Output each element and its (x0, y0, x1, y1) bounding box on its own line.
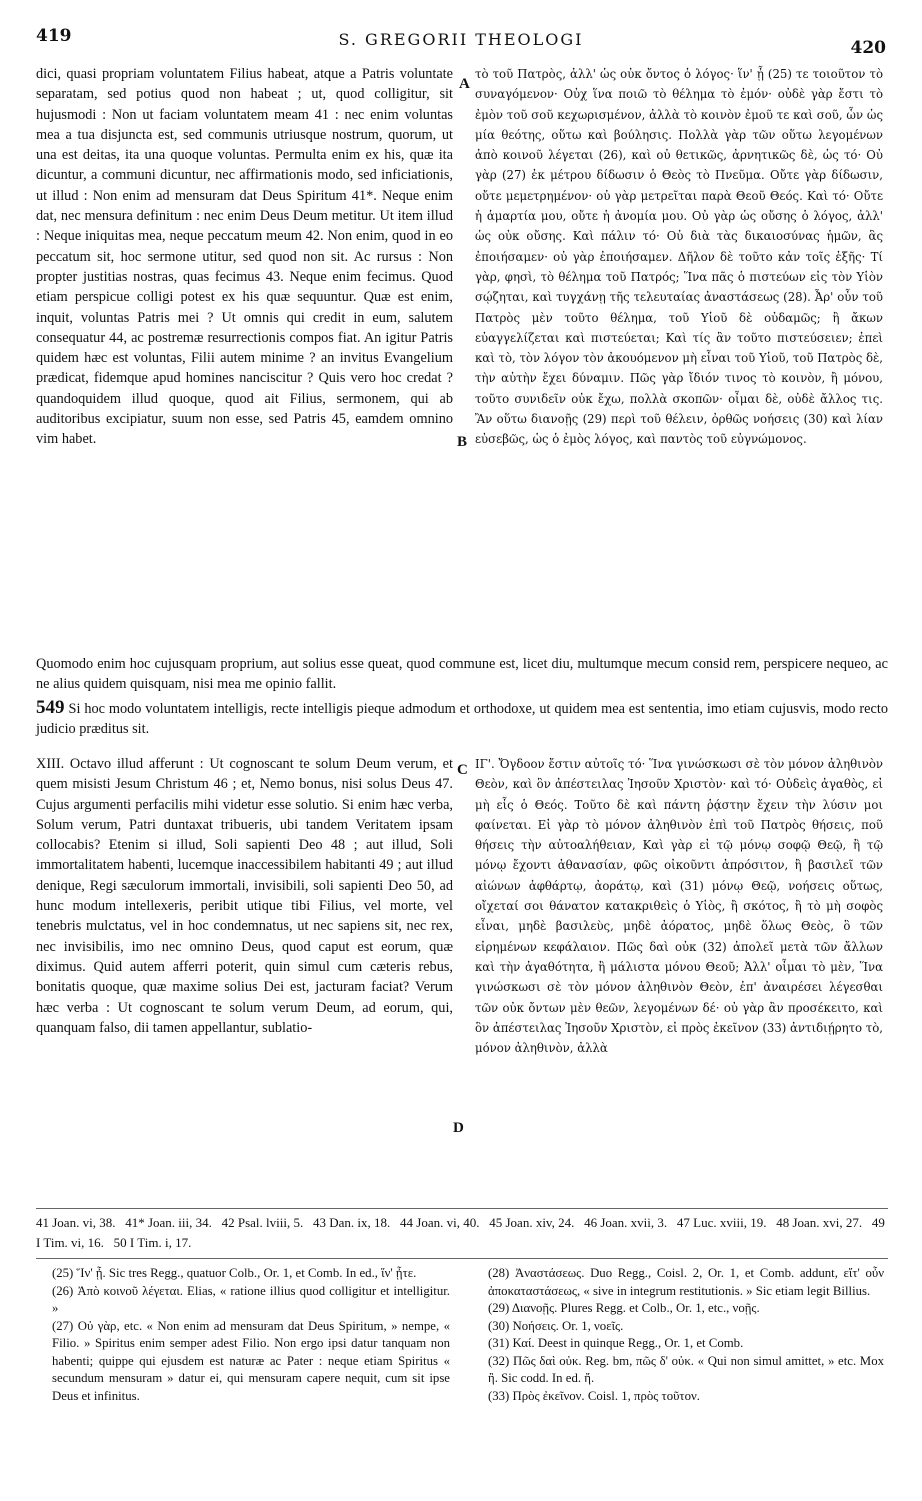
running-title: S. GREGORII THEOLOGI (338, 30, 584, 49)
critical-note: (27) Οὐ γὰρ, etc. « Non enim ad mensuram dat Deus Spiritum, » nempe, « Filio. » Spiritus enim semper adest Filio. Non ergo ipsi datur tanquam non habenti; quippe qui ejusdem est naturæ ac Pater : neque etiam Spiritus « secundum mensuram » datur ei, qui mensuram capere nequit, cum sit ipse Deus et infinitus. (52, 1318, 450, 1403)
greek-column-lower: ΙΓ'. Ὄγδοον ἔστιν αὐτοῖς τό· Ἵνα γινώσκωσι σὲ τὸν μόνον ἀληθινὸν Θεὸν, καὶ ὃν ἀπέστειλας Ἰησοῦν Χριστὸν· καὶ τό· Οὐδεὶς ἀγαθὸς, εἰ μὴ εἷς ὁ Θεός. Τοῦτο δὲ καὶ πάντη ῥᾴστην ἔχειν τὴν λύσιν μοι φαίνεται. Εἰ γὰρ τὸ μόνον ἀληθινὸν ἐπὶ τοῦ Πατρὸς θήσεις, ποῦ θήσεις τὴν αὐτοαλήθειαν, Καὶ γὰρ εἰ τῷ μόνῳ σοφῷ Θεῷ, ἢ τῷ μόνῳ ἔχοντι ἀθανασίαν, φῶς οἰκοῦντι ἀπρόσιτον, ἢ βασιλεῖ τῶν αἰώνων ἀφθάρτῳ, ἀοράτῳ, καὶ (31) μόνῳ Θεῷ, νοήσεις οὕτως, οἴχεταί σοι θάνατον κατακριθεὶς ὁ Υἱὸς, ἢ σκότος, ἢ τὸ μὴ σοφὸς εἶναι, μηδὲ βασιλεὺς, μηδὲ ἀόρατος, μηδὲ ὅλως Θεὸς, ὃ τῶν εἰρημένων κεφάλαιον. Πῶς δαὶ οὐκ (32) ἀπολεῖ μετὰ τῶν ἄλλων καὶ τὴν ἀγαθότητα, ἢ μάλιστα μόνου Θεοῦ; Ἀλλ' οἶμαι τὸ μὲν, Ἵνα γινώσκωσι σὲ τὸν μόνον ἀληθινὸν Θεὸν, ἐπ' ἀναιρέσει λέγεσθαι τῶν οὐκ ὄντων μὲν θεῶν, λεγομένων δέ· οὐ γὰρ ἂν προσέκειτο, καὶ ὃν ἀπέστειλας Ἰησοῦν Χριστὸν, εἰ πρὸς ἐκεῖνον (33) ἀντιδιῄρητο τὸ, μόνον ἀληθινὸν, ἀλλὰ (475, 757, 884, 1056)
critical-note: (31) Καί. Deest in quinque Regg., Or. 1, et Comb. (488, 1336, 744, 1350)
scripture-ref: 43 Dan. ix, 18. (313, 1215, 391, 1230)
footnote-rule (36, 1208, 888, 1209)
critical-note: (30) Νοήσεις. Or. 1, νοεῖς. (488, 1318, 624, 1333)
margin-letter-d: D (453, 1120, 464, 1136)
scripture-references (36, 1213, 888, 1253)
scripture-ref: 47 Luc. xviii, 19. (676, 1215, 767, 1230)
margin-letter-a: A (459, 76, 470, 92)
latin-wide-paragraph-1: Quomodo enim hoc cujusquam proprium, aut solius esse queat, quod commune est, licet diu, multumque mecum consid rem, perspicere nequeo, ac ne alius quidem quisquam, nisi mea me opinio fallit. (36, 656, 888, 693)
latin-wide-paragraph-2 (36, 698, 888, 740)
critical-note: (29) Διανοῇς. Plures Regg. et Colb., Or. 1, etc., νοῇς. (488, 1301, 760, 1315)
page-number-left: 419 (36, 26, 72, 46)
latin-wide-paragraph-2-text: Si hoc modo voluntatem intelligis, recte intelligis pieque admodum et orthodoxe, ut quidem mea est sententia, imo etiam cujusvis, modo recto judicio præditus sit. (36, 701, 888, 738)
critical-note: (25) Ἵν' ᾖ. Sic tres Regg., quatuor Colb., Or. 1, et Comb. In ed., ἵν' ᾖτε. (52, 1266, 417, 1280)
running-header (36, 26, 886, 66)
critical-note: (32) Πῶς δαὶ οὐκ. Reg. bm, πῶς δ' οὐκ. « Qui non simul amittet, » etc. Mox ἢ. Sic codd. In ed. ἤ. (488, 1353, 884, 1385)
scripture-ref: 45 Joan. xiv, 24. (489, 1215, 575, 1230)
critical-notes-left (52, 1265, 450, 1405)
critical-note: (26) Ἀπὸ κοινοῦ λέγεται. Elias, « ratione illius quod colligitur et intelligitur. » (52, 1283, 450, 1315)
greek-column-upper: τὸ τοῦ Πατρὸς, ἀλλ' ὡς οὐκ ὄντος ὁ λόγος· ἵν' ᾖ (25) τε τοιοῦτον τὸ συναγόμενον· Οὐχ ἵνα ποιῶ τὸ θέλημα τὸ ἐμόν· οὐδὲ γὰρ ἔστι τὸ ἐμὸν τοῦ σοῦ κεχωρισμένον, ἀλλὰ τὸ κοινὸν ἐμοῦ τε καὶ σοῦ, ὧν ὡς μία θεότης, οὕτω καὶ βούλησις. Πολλὰ γὰρ τῶν οὕτω λεγομένων ἀπὸ κοινοῦ λέγεται (26), καὶ οὐ θετικῶς, ἀρνητικῶς δὲ, ὡς τό· Οὐ γὰρ (27) ἐκ μέτρου δίδωσιν ὁ Θεὸς τὸ Πνεῦμα. Οὔτε γὰρ δίδωσιν, οὔτε μεμετρημένον· οὐ γὰρ μετρεῖται παρὰ Θεοῦ Θεός. Καὶ τό· Οὔτε ἡ ἁμαρτία μου, οὔτε ἡ ἀνομία μου. Οὐ γὰρ ὡς οὔσης ὁ λόγος, ἀλλ' ὡς οὐκ οὔσης. Καὶ πάλιν τό· Οὐ διὰ τὰς δικαιοσύνας ἡμῶν, ἃς ἐποιήσαμεν· οὐ γὰρ ἐποιήσαμεν. Δῆλον δὲ τοῦτο κἀν τοῖς ἑξῆς· Τί γὰρ, φησὶ, τὸ θέλημα τοῦ Πατρός; Ἵνα πᾶς ὁ πιστεύων εἰς τὸν Υἱὸν σῴζηται, καὶ τυγχάνῃ τῆς τελευταίας ἀναστάσεως (28). Ἆρ' οὖν τοῦ Πατρὸς μὲν τοῦτο θέλημα, τοῦ Υἱοῦ δὲ οὐδαμῶς; ἢ ἄκων εὐαγγελίζεται καὶ πιστεύεται; Καὶ τίς ἂν τοῦτο πιστεύσειεν; ἐπεὶ καὶ τὸ, τὸν λόγον τὸν ἀκουόμενον μὴ εἶναι τοῦ Υἱοῦ, τοῦ Πατρὸς δὲ, τὴν αὐτὴν ἔχει δύναμιν. Πῶς γὰρ ἴδιόν τινος τὸ κοινὸν, ἢ μόνου, τοῦτο συνιδεῖν οὐκ ἔχω, πολλὰ σκοπῶν· οἶμαι δὲ, οὐδὲ ἄλλος τις. Ἂν οὕτω διανοῇς (29) περὶ τοῦ θέλειν, ὀρθῶς νοήσεις (30) καὶ λίαν εὐσεβῶς, ὡς ὁ ἐμὸς λόγος, καὶ παντὸς τοῦ εὐγνώμονος. (475, 67, 883, 447)
margin-letter-b: B (457, 434, 468, 450)
scripture-ref: 49 I Tim. vi, 16. (36, 1215, 885, 1250)
critical-note: (28) Ἀναστάσεως. Duo Regg., Coisl. 2, Or. 1, et Comb. addunt, εἴτ' οὖν ἀποκαταστάσεως, « sive in integrum restitutionis. » Sic etiam legit Billius. (488, 1266, 884, 1298)
latin-column-upper: dici, quasi propriam voluntatem Filius habeat, atque a Patris voluntate separatam, sed potius quod non habeat ; ut, quod colligitur, sit hujusmodi : Non ut faciam voluntatem meam 41 : nec enim voluntas mea a tua disjuncta est, sed communis utriusque nostrum, quorum, ut una est deitas, ita una quoque voluntas. Permulta enim ex his, quæ ita dicuntur, a communi dicuntur, nec affirmationis modo, sed inficiationis, ut illud : Non enim ad mensuram dat Deus Spiritum 41*. Neque enim dat, nec mensura definitum : nec enim Deus Deum metitur. Ut item illud : Neque iniquitas mea, neque peccatum meum 42. Non enim, quod in eo peccatum sit, hoc sermone utitur, sed quod non sit. Ac rursus : Non propter justitias nostras, quas fecimus 43. Neque enim fecimus. Quod etiam perspicue colligi potest ex his quæ sequuntur. Quæ est enim, inquit, voluntas Patris mei ? Ut omnis qui credit in eum, salutem consequatur 44, ac postremæ resurrectionis compos fiat. An igitur Patris quidem hæc est voluntas, Filii autem minime ? an invitus Evangelium prædicat, fidemque apud homines nanciscitur ? Quis vero hoc credat ? quandoquidem illud quoque, quod ait Filius, sermonem, qui ab auditoribus excipiatur, suum non esse, sed Patris 45, eamdem omnino vim habet. (36, 66, 453, 448)
critical-note: (33) Πρὸς ἐκεῖνον. Coisl. 1, πρὸς τοῦτον. (488, 1388, 700, 1403)
scripture-ref: 41* Joan. iii, 34. (125, 1215, 212, 1230)
scripture-ref: 50 I Tim. i, 17. (113, 1235, 192, 1250)
latin-column-lower: XIII. Octavo illud afferunt : Ut cognoscant te solum Deum verum, et quem misisti Jesum Christum 46 ; et, Nemo bonus, nisi solus Deus 47. Cujus argumenti perfacilis mihi videtur esse solutio. Si enim hæc verba, Solum verum, Patri duntaxat tribueris, ubi tandem Veritatem ipsam collocabis? Etenim si illud, Soli sapienti Deo 48 ; aut illud, Soli immortalitatem habenti, lucemque inaccessibilem habitanti 49 ; aut illud denique, Regi sæculorum immortali, invisibili, soli sapienti Deo 50, ad hunc modum intellexeris, peribit utique tibi Filius, vel morte, vel tenebris mulctatus, vel in hoc condemnatus, ut nec sapiens sit, nec rex, nec invisibilis, imo nec omnino Deus, quod caput est eorum, quæ diximus. Quid autem afferri poterit, quin simul cum cæteris rebus, bonitatis quoque, quæ maxime solius Dei est, jacturam faciat? Verum hæc verba : Ut cognoscant te solum verum Deum, ad eorum, qui, quanquam falso, dii tamen appellantur, sublatio- (36, 756, 453, 1036)
margin-letter-c: C (457, 762, 468, 778)
scripture-ref: 42 Psal. lviii, 5. (221, 1215, 304, 1230)
scripture-ref: 44 Joan. vi, 40. (400, 1215, 480, 1230)
scripture-ref: 48 Joan. xvi, 27. (776, 1215, 863, 1230)
column-number: 549 (36, 697, 65, 718)
critical-notes-right (488, 1265, 884, 1405)
page-number-right: 420 (850, 38, 886, 58)
scripture-ref: 41 Joan. vi, 38. (36, 1215, 116, 1230)
notes-rule (36, 1258, 888, 1259)
scripture-ref: 46 Joan. xvii, 3. (584, 1215, 668, 1230)
